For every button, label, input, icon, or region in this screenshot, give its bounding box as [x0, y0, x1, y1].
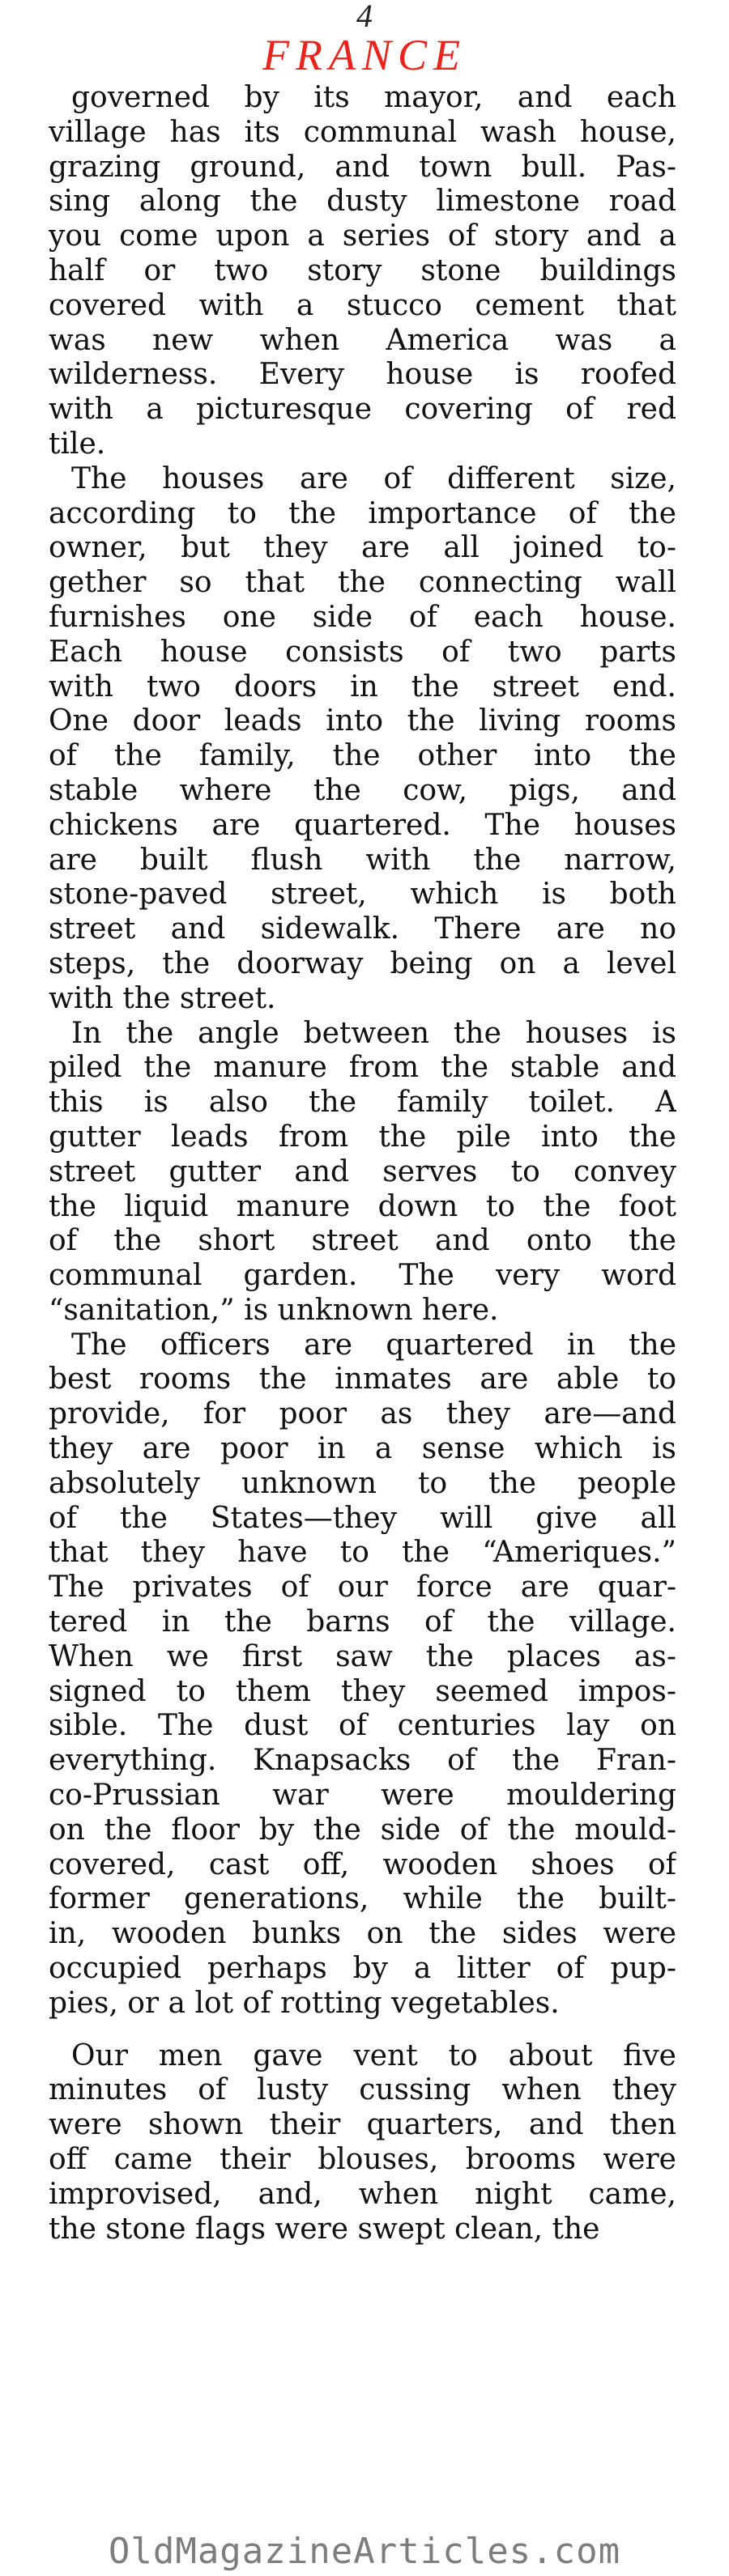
text-line: on the floor by the side of the mould-	[49, 1813, 676, 1847]
section-title: FRANCE	[262, 31, 467, 79]
text-line: governed by its mayor, and each	[71, 81, 676, 114]
site-watermark-text[interactable]: OldMagazineArticles.com	[108, 2530, 621, 2572]
text-line: absolutely unknown to the people	[49, 1466, 676, 1500]
text-line: gutter leads from the pile into the	[49, 1120, 676, 1154]
text-line: sible. The dust of centuries lay on	[49, 1709, 676, 1743]
text-line: stable where the cow, pigs, and	[49, 773, 676, 807]
text-line: of the family, the other into the	[49, 739, 676, 773]
text-line: grazing ground, and town bull. Pas-	[49, 150, 676, 184]
text-line: Each house consists of two parts	[49, 635, 676, 669]
text-line: of the States—they will give all	[49, 1501, 676, 1535]
text-line: tile.	[49, 427, 106, 461]
text-line: signed to them they seemed impos-	[49, 1674, 676, 1708]
text-line: owner, but they are all joined to-	[49, 531, 676, 565]
text-line: The houses are of different size,	[71, 461, 676, 495]
text-line: covered with a stucco cement that	[49, 288, 676, 322]
text-line: wilderness. Every house is roofed	[49, 358, 676, 392]
text-line: piled the manure from the stable and	[49, 1051, 676, 1085]
text-line: improvised, and, when night came,	[49, 2177, 676, 2211]
text-line: provide, for poor as they are—and	[49, 1397, 676, 1431]
text-line: were shown their quarters, and then	[49, 2108, 676, 2142]
text-line: are built flush with the narrow,	[49, 843, 676, 877]
text-line: When we first saw the places as-	[49, 1639, 676, 1673]
text-line: former generations, while the built-	[49, 1882, 676, 1916]
text-line: tered in the barns of the village.	[49, 1605, 676, 1639]
text-line: this is also the family toilet. A	[49, 1086, 676, 1120]
text-line: the stone flags were swept clean, the	[49, 2212, 600, 2246]
text-line: The privates of our force are quar-	[49, 1571, 676, 1605]
text-line: you come upon a series of story and a	[49, 219, 676, 253]
text-line: street gutter and serves to convey	[49, 1154, 676, 1188]
text-line: gether so that the connecting wall	[49, 566, 676, 600]
text-line: of the short street and onto the	[49, 1224, 676, 1258]
paragraph	[49, 1328, 676, 2021]
text-line: The officers are quartered in the	[71, 1328, 676, 1362]
site-watermark[interactable]	[0, 2526, 729, 2576]
text-line: with a picturesque covering of red	[49, 393, 676, 427]
text-line: with the street.	[49, 981, 276, 1015]
text-line: furnishes one side of each house.	[49, 600, 676, 634]
text-line: according to the importance of the	[49, 496, 676, 530]
paragraph	[49, 81, 676, 462]
text-line: was new when America was a	[49, 323, 676, 357]
text-line: with two doors in the street end.	[49, 670, 676, 704]
text-line: sing along the dusty limestone road	[49, 185, 676, 219]
text-line: that they have to the “Ameriques.”	[49, 1536, 676, 1570]
text-line: In the angle between the houses is	[71, 1016, 676, 1050]
text-line: co-Prussian war were mouldering	[49, 1779, 676, 1813]
text-line: in, wooden bunks on the sides were	[49, 1917, 676, 1951]
text-line: off came their blouses, brooms were	[49, 2143, 676, 2177]
text-line: chickens are quartered. The houses	[49, 808, 676, 842]
article-body	[49, 81, 676, 2247]
paragraph	[49, 2039, 676, 2247]
text-line: stone-paved street, which is both	[49, 878, 676, 912]
text-line: village has its communal wash house,	[49, 115, 676, 149]
text-line: “sanitation,” is unknown here.	[49, 1293, 499, 1327]
text-line: street and sidewalk. There are no	[49, 912, 676, 946]
text-line: half or two story stone buildings	[49, 253, 676, 287]
text-line: minutes of lusty cussing when they	[49, 2073, 676, 2107]
text-line: covered, cast off, wooden shoes of	[49, 1847, 676, 1881]
text-line: best rooms the inmates are able to	[49, 1362, 676, 1396]
paragraph	[49, 1017, 676, 1328]
text-line: occupied perhaps by a litter of pup-	[49, 1952, 676, 1986]
text-line: they are poor in a sense which is	[49, 1432, 676, 1466]
text-line: the liquid manure down to the foot	[49, 1189, 676, 1223]
paragraph	[49, 462, 676, 1017]
page-number: 4	[356, 0, 373, 34]
text-line: steps, the doorway being on a level	[49, 946, 676, 980]
text-line: Our men gave vent to about five	[71, 2038, 676, 2072]
text-line: communal garden. The very word	[49, 1259, 676, 1293]
text-line: everything. Knapsacks of the Fran-	[49, 1744, 676, 1778]
text-line: One door leads into the living rooms	[49, 704, 676, 738]
text-line: pies, or a lot of rotting vegetables.	[49, 1986, 560, 2020]
